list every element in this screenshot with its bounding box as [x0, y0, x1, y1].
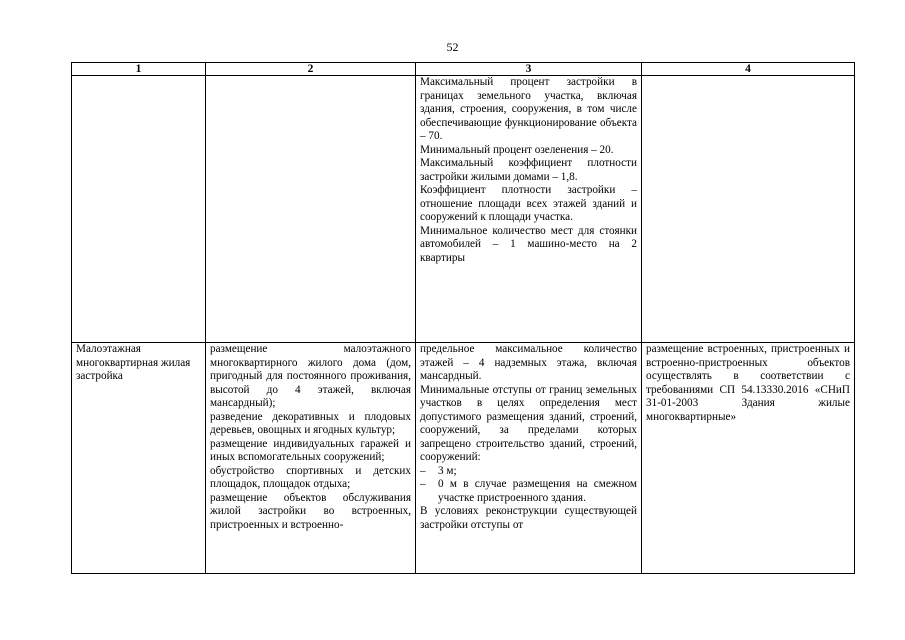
row1-col3 — [416, 76, 642, 343]
list-item-text: 0 м в случае размещения на смежном участке пристроенного здания. — [438, 478, 637, 504]
header-row — [72, 63, 855, 76]
row2-col2-paragraph: размещение объектов обслуживания жилой застройки во встроенных, пристроенных и встроенно- — [210, 491, 411, 531]
page-number: 52 — [446, 40, 459, 54]
row1-col1 — [72, 76, 206, 343]
row1-col4 — [642, 76, 855, 343]
row2-col2 — [206, 343, 416, 574]
row1-col3-paragraph: Коэффициент плотности застройки – отношение площади всех этажей зданий и сооружений к площади участка. — [420, 184, 637, 223]
row2-col3 — [416, 343, 642, 574]
list-item — [420, 465, 637, 479]
row2-col2-paragraph: разведение декоративных и плодовых деревьев, овощных и ягодных культур; — [210, 410, 411, 436]
header-col-3: 3 — [416, 63, 642, 76]
table-row — [72, 76, 855, 343]
header-col-1: 1 — [72, 63, 206, 76]
row1-col2 — [206, 76, 416, 343]
row2-col3-paragraph: Минимальные отступы от границ земельных участков в целях определения мест допустимого размещения зданий, строений, сооружений, за пределами которых запрещено строительство зданий, строений, сооружений: — [420, 383, 637, 463]
table-row — [72, 343, 855, 574]
list-marker: – — [420, 464, 426, 477]
zone-name: Малоэтажная многоквартирная жилая застройка — [76, 343, 191, 382]
row1-col3-paragraph: Максимальный коэффициент плотности застройки жилыми домами – 1,8. — [420, 157, 637, 183]
row2-col1 — [72, 343, 206, 574]
row1-col3-paragraph: Максимальный процент застройки в границах земельного участка, включая здания, строения, сооружения, в том числе обеспечивающие функционирование объекта – 70. — [420, 76, 637, 142]
row2-col2-paragraph: размещение малоэтажного многоквартирного жилого дома (дом, пригодный для постоянного проживания, высотой до 4 этажей, включая мансардный); — [210, 343, 411, 409]
row2-col2-paragraph: обустройство спортивных и детских площадок, площадок отдыха; — [210, 464, 411, 490]
list-item-text: 3 м; — [438, 464, 457, 477]
row2-col4-paragraph: размещение встроенных, пристроенных и встроенно-пристроенных объектов осуществлять в соответствии с требованиями СП 54.13330.2016 «СНиП 31-01-2003 Здания жилые многоквартирные» — [646, 343, 850, 423]
row1-col3-paragraph: Минимальное количество мест для стоянки автомобилей – 1 машино-место на 2 квартиры — [420, 224, 637, 264]
list-marker: – — [420, 478, 426, 490]
row2-col4 — [642, 343, 855, 574]
list-item — [420, 478, 637, 505]
zoning-table — [71, 62, 855, 574]
row2-col3-paragraph: предельное максимальное количество этажей – 4 надземных этажа, включая мансардный. — [420, 343, 637, 382]
row2-col2-paragraph: размещение индивидуальных гаражей и иных вспомогательных сооружений; — [210, 437, 411, 463]
row1-col3-paragraph: Минимальный процент озеленения – 20. — [420, 143, 614, 156]
header-col-2: 2 — [206, 63, 416, 76]
row2-col3-paragraph: В условиях реконструкции существующей застройки отступы от — [420, 505, 637, 531]
header-col-4: 4 — [642, 63, 855, 76]
